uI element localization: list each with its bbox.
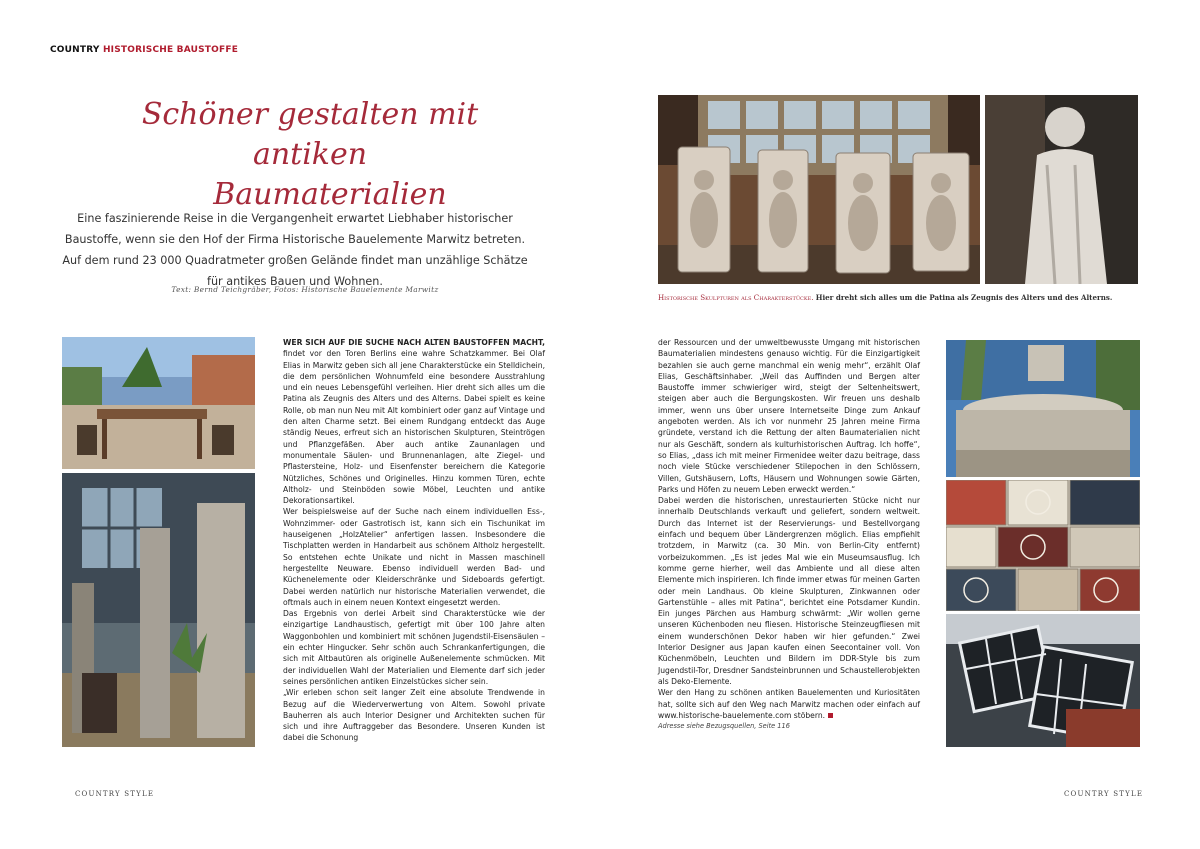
paragraph-1 — [283, 337, 545, 506]
article-column-2 — [658, 337, 920, 732]
paragraph-1-text: findet vor den Toren Berlins eine wahre Schatzkammer. Bei Olaf Elias in Marwitz geben sich all jene Charakterstücke ein Stelldichein, die dem persönlichen Wohnumfeld eine besondere Ausstrahlung und ein neues Lebensgefühl verleihen. Hier dreht sich alles um die Patina als Zeugnis des Alters und des Alterns. Dabei spielt es keine Rolle, ob man nun Neu mit Alt kombiniert oder ganz auf Vintage und den alten Charme setzt. Bei einem Rundgang entdeckt das Auge ständig Neues, erfreut sich an historischen Skulpturen, Steintrögen und Pflanzgefäßen. Aber auch antike Zaunanlagen und monumentale Säulen- und Brunnenanlagen, alte Ziegel- und Pflastersteine, Holz- und Eisenfenster bereichern die Kategorie Nützliches, Schönes und Originelles. Hinzu kommen Türen, echte Altholz- und Steinböden sowie Möbel, Leuchten und antike Dekorationsartikel. — [283, 349, 545, 506]
paragraph-2: Wer beispielsweise auf der Suche nach einem individuellen Ess-, Wohnzimmer- oder Gastrotisch ist, kann sich ein Tischunikat im hauseigenen „HolzAtelier“ anfertigen lassen. Insbesondere die Tischplatten werden in Handarbeit aus schönem Altholz hergestellt. So entstehen echte Unikate und nicht in Massen maschinell hergestellte Neuware. Ebenso individuell werden Bad- und Küchenelemente oder Kleiderschränke und Sideboards gefertigt. Dabei werden natürlich nur historische Materialien verwendet, die oftmals auch in einem neuen Kontext eingesetzt werden. — [283, 507, 545, 607]
paragraph-7 — [658, 687, 920, 721]
caption-label: Historische Skulpturen als Charakterstücke. — [658, 293, 814, 302]
article-byline: Text: Bernd Teichgräber, Fotos: Historische Bauelemente Marwitz — [171, 285, 439, 294]
headline-line-2: Baumaterialien — [213, 177, 447, 212]
headline-line-1: Schöner gestalten mit antiken — [141, 97, 479, 172]
caption-text: Hier dreht sich alles um die Patina als Zeugnis des Alters und des Alterns. — [815, 293, 1113, 302]
footer-left: COUNTRY STYLE — [75, 790, 155, 798]
lead-in: WER SICH AUF DIE SUCHE NACH ALTEN BAUSTOFFEN MACHT, — [283, 338, 545, 347]
photo-caption — [658, 293, 1138, 302]
section-name: COUNTRY — [50, 45, 100, 55]
tiles-photo — [946, 480, 1140, 611]
section-topic: HISTORISCHE BAUSTOFFE — [102, 45, 239, 55]
article-headline — [100, 95, 520, 215]
columns-photo — [62, 473, 255, 747]
paragraph-4: „Wir erleben schon seit langer Zeit eine absolute Trendwende in Bezug auf die Wiederverwertung von Altem. Sowohl private Bauherren als auch Interior Designer und Architekten suchen für sich und ihre Auftraggeber das Besondere. Unseren Kunden ist dabei die Schonung — [283, 688, 545, 743]
paragraph-7-text: Wer den Hang zu schönen antiken Bauelementen und Kuriositäten hat, sollte sich auf den Weg nach Marwitz machen oder einfach auf www.historische-bauelemente.com stöbern. — [658, 688, 920, 720]
article-column-1 — [283, 337, 545, 744]
paragraph-6: Dabei werden die historischen, unrestaurierten Stücke nicht nur innerhalb Deutschlands verkauft und geliefert, sondern weltweit. Durch das Internet ist der Reservierungs- und Bestellvorgang einfach und bequem über Ländergrenzen möglich. Elias empfiehlt trotzdem, in Marwitz (ca. 30 Min. von Berlin-City entfernt) vorbeizukommen. „Es ist jedes Mal wie ein Museumsausflug. Ich komme gerne hierher, weil das Ambiente und all diese alten Elemente mich inspirieren. Ich finde immer etwas für meinen Garten oder mein Landhaus. Ob kleine Skulpturen, Zinkwannen oder Gartenstühle – alles mit Patina“, berichtet eine Potsdamer Kundin. Ein junges Pärchen aus Hamburg schwärmt: „Wir wollen gerne unseren Küchenboden neu fliesen. Historische Steinzeugfliesen mit einem wunderschönen Dekor haben wir hier gefunden.“ Zwei Interior Designer aus Japan kaufen einen Seecontainer voll. Von Küchenmöbeln, Leuchten und Bildern im DDR-Style bis zum Jugendstil-Tor, Dresdner Sandsteinbrunnen und Schaustellerobjekten als Deko-Elemente. — [658, 496, 920, 686]
paragraph-5: der Ressourcen und der umweltbewusste Umgang mit historischen Baumaterialien mindestens genauso wichtig. Für die Einzigartigkeit bezahlen sie auch gerne manchmal ein wenig mehr“, erzählt Olaf Elias, Geschäftsinhaber. „Weil das Auffinden und Bergen alter Baustoffe immer schwieriger wird, steigt der Seltenheitswert, steigen aber auch die Bergungskosten. Wir freuen uns deshalb immer, wenn uns über unsere Internetseite Dinge zum Ankauf angeboten werden. Als ich vor nunmehr 25 Jahren meine Firma gründete, verstand ich die Rettung der alten Baumaterialien nicht nur als Geschäft, sondern als kulturhistorischen Auftrag. Ich hoffe“, so Elias, „dass ich mit meiner Firmenidee weiter dazu beitrage, dass noch viele Stücke verschiedener Stilepochen in den Schlössern, Villen, Gutshäusern, Lofts, Häusern und Wohnungen sowie Gärten, Parks und Höfen zu neuem Leben erweckt werden.“ — [658, 338, 920, 494]
address-reference: Adresse siehe Bezugsquellen, Seite 116 — [658, 722, 790, 731]
statue-photo — [985, 95, 1138, 284]
footer-right: COUNTRY STYLE — [1064, 790, 1144, 798]
section-label — [50, 45, 238, 55]
paragraph-3: Das Ergebnis von derlei Arbeit sind Charakterstücke wie der einzigartige Landhaustisch, gefertigt mit über 100 Jahre alten Waggonbohlen und kombiniert mit schönen Jugendstil-Eisensäulen – ein echter Hingucker. Sehr schön auch Schrankanfertigungen, die sich mit Altbautüren als originelle Außenelemente schmücken. Mit der individuellen Wahl der Materialien und Elemente darf sich jeder seines persönlichen antiken Einzelstückes sicher sein. — [283, 609, 545, 686]
courtyard-photo — [62, 337, 255, 469]
fountain-photo — [946, 340, 1140, 477]
article-intro: Eine faszinierende Reise in die Vergangenheit erwartet Liebhaber historischer Baustoffe, wenn sie den Hof der Firma Historische Bauelemente Marwitz betreten. Auf dem rund 23 000 Quadratmeter großen Gelände findet man unzählige Schätze für antikes Bauen und Wohnen. — [62, 212, 528, 288]
end-mark-icon — [828, 713, 833, 718]
sculptures-photo — [658, 95, 980, 284]
windows-photo — [946, 614, 1140, 747]
